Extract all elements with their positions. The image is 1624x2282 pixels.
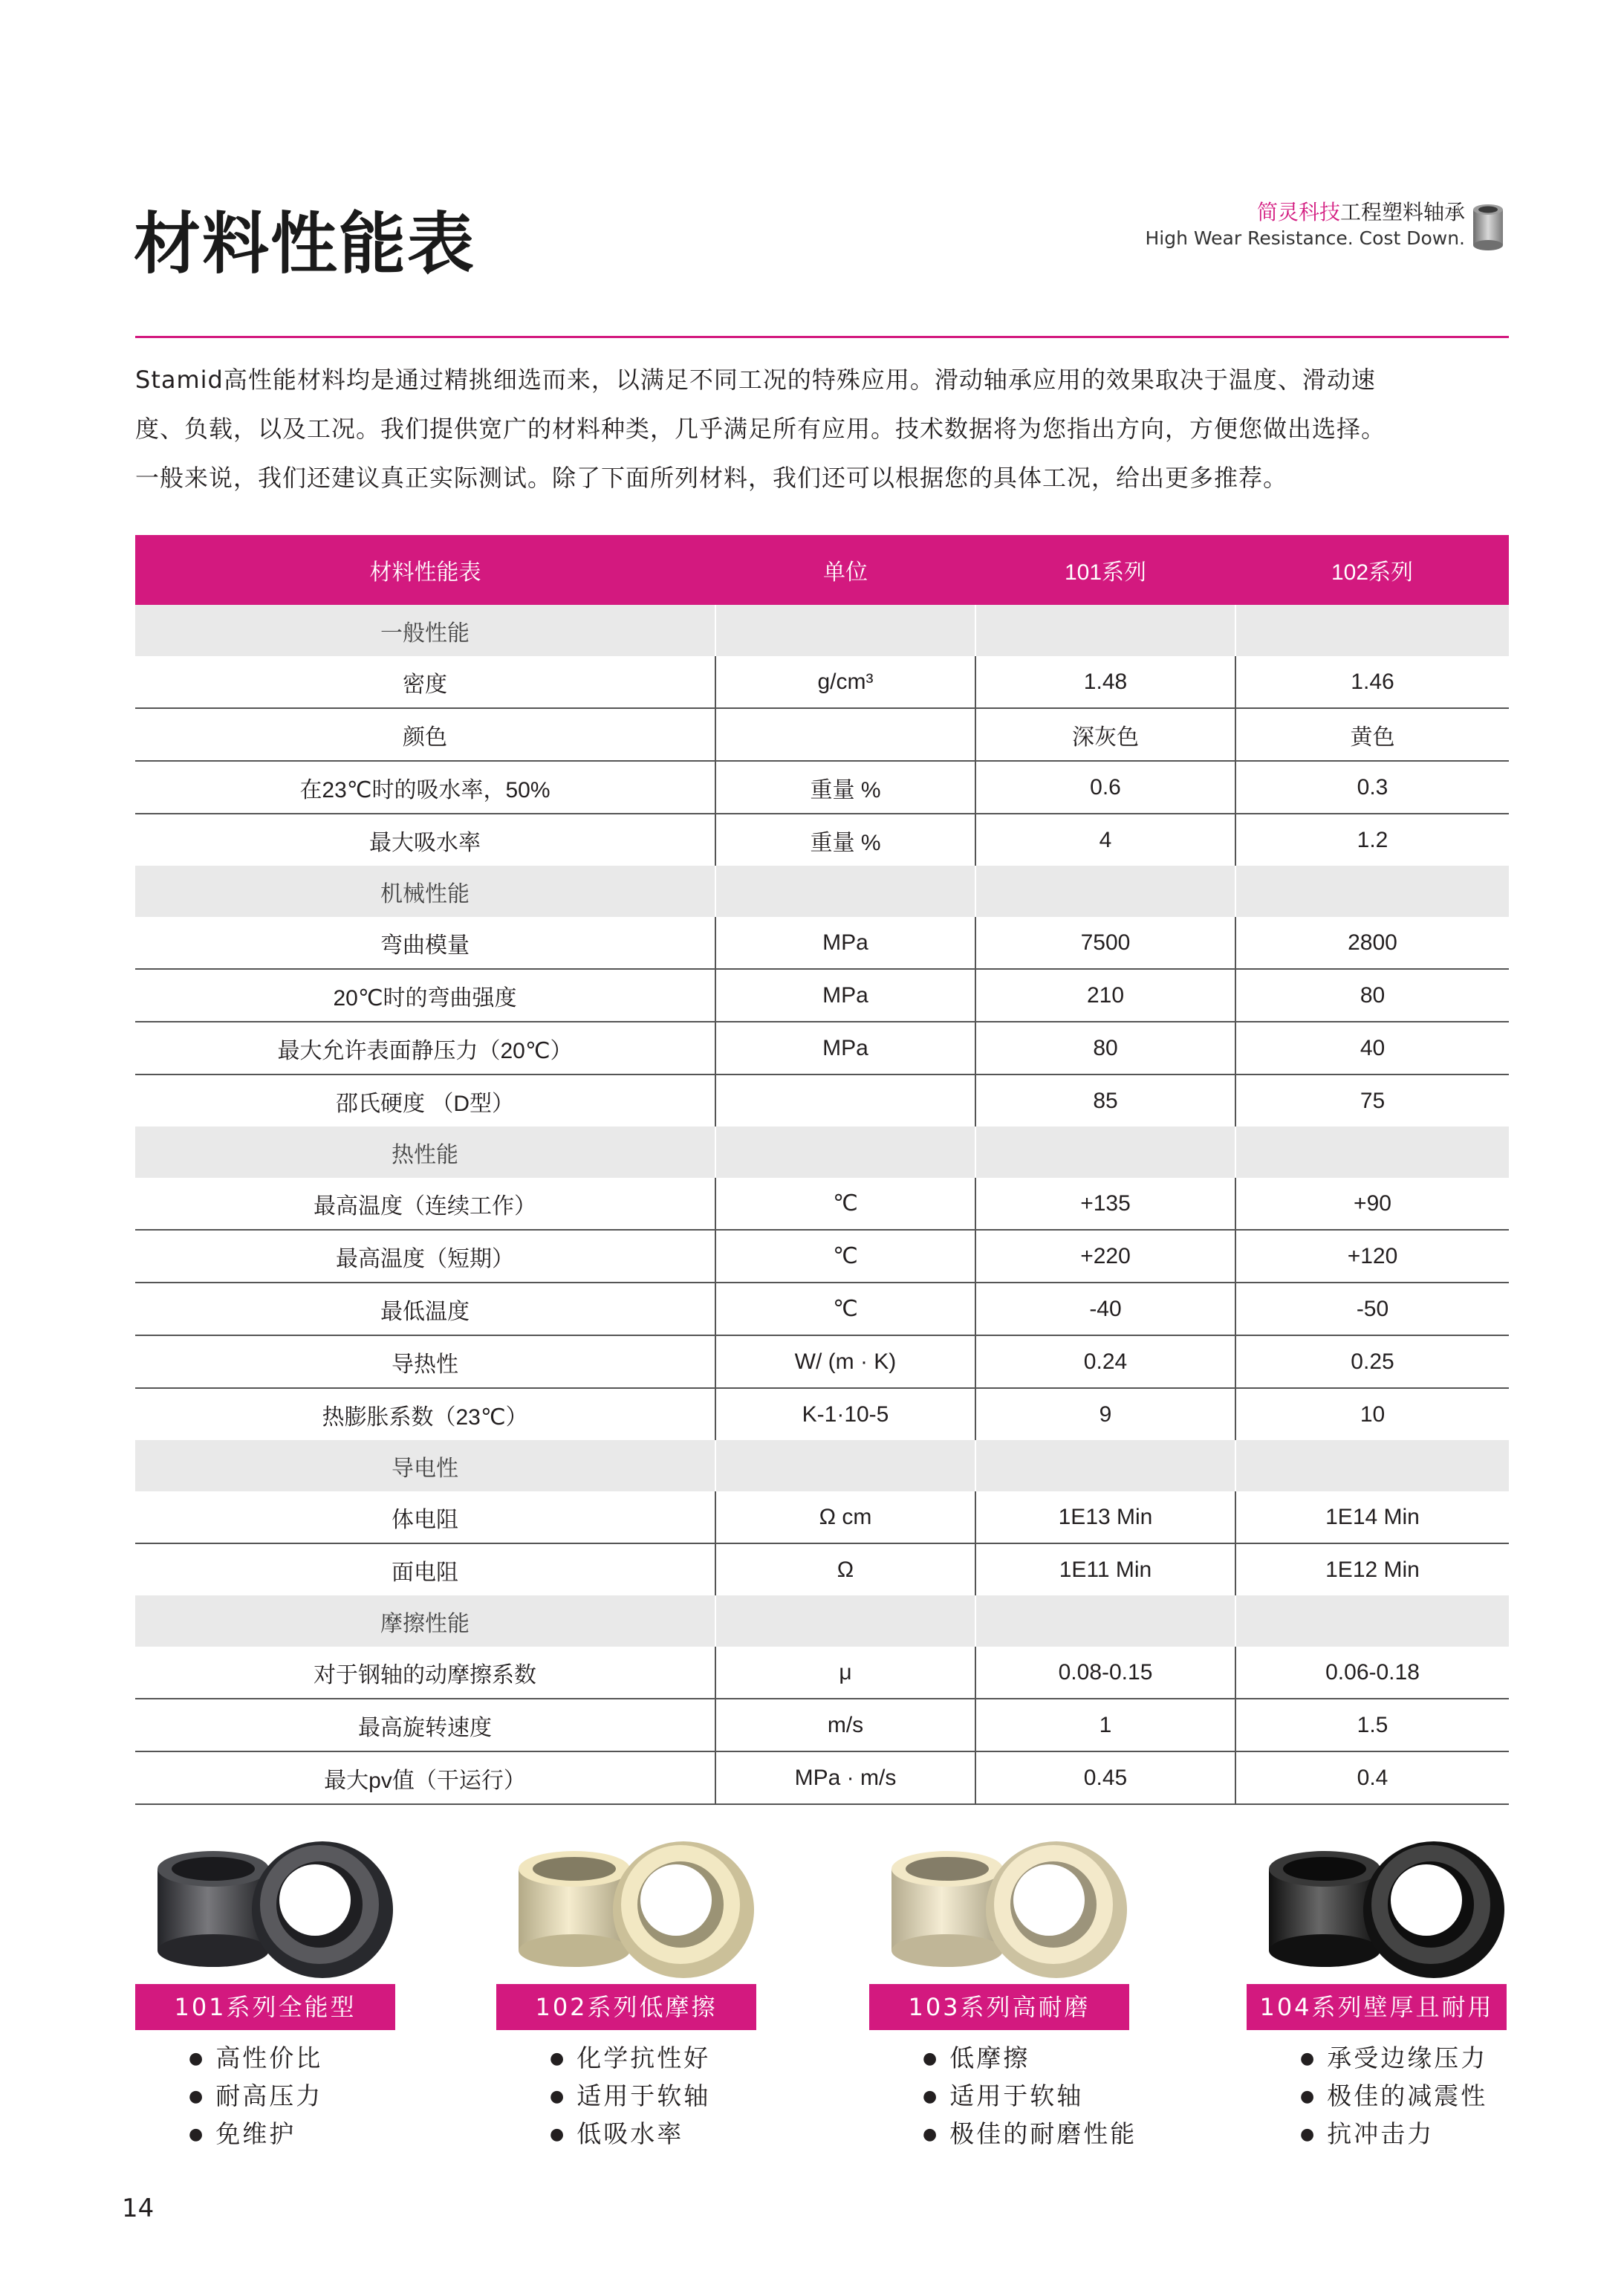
- unit-cell: ℃: [715, 1283, 975, 1335]
- table-row: [135, 1283, 1509, 1335]
- series-101-cell: [975, 866, 1235, 917]
- intro-line: 一般来说，我们还建议真正实际测试。除了下面所列材料，我们还可以根据您的具体工况，给出更多推荐。: [135, 464, 1288, 492]
- series-101-cell: 0.45: [975, 1751, 1235, 1804]
- series-101-cell: +135: [975, 1178, 1235, 1230]
- property-cell: 最大吸水率: [369, 830, 481, 855]
- series-102-cell: 0.3: [1235, 761, 1509, 814]
- property-cell: 弯曲模量: [135, 917, 715, 969]
- section-header-row: [135, 1440, 1509, 1491]
- property-cell: 最高温度（连续工作）: [135, 1178, 715, 1230]
- unit-cell: [715, 708, 975, 761]
- unit-cell: Ω cm: [715, 1491, 975, 1543]
- bearing-front-icon: [1363, 1841, 1504, 1978]
- property-cell: 密度: [135, 656, 715, 708]
- property-cell: 最高温度（短期）: [135, 1230, 715, 1283]
- series-101-cell: 0.08-0.15: [975, 1647, 1235, 1699]
- table-row: [135, 656, 1509, 708]
- series-101-cell: 80: [975, 1022, 1235, 1074]
- series-102-cell: 1.5: [1235, 1699, 1509, 1751]
- table-row: [135, 1335, 1509, 1388]
- series-102-cell: 0.25: [1235, 1335, 1509, 1388]
- series-101-cell: 7500: [975, 917, 1235, 969]
- series-101-cell: 0.24: [975, 1335, 1235, 1388]
- bearing-103-image: [871, 1817, 1131, 1988]
- unit-cell: MPa: [715, 917, 975, 969]
- property-cell: 体电阻: [135, 1491, 715, 1543]
- product-label: 103系列高耐磨: [869, 1984, 1129, 2030]
- brand-name: [1145, 199, 1465, 226]
- feature-item: ● 适用于软轴: [923, 2079, 1137, 2117]
- series-101-cell: 85: [975, 1074, 1235, 1127]
- table-row: [135, 1022, 1509, 1074]
- unit-cell: m/s: [715, 1699, 975, 1751]
- bearing-102-image: [498, 1817, 758, 1988]
- series-101-cell: +220: [975, 1230, 1235, 1283]
- series-102-cell: -50: [1235, 1283, 1509, 1335]
- property-cell: 最大pv值（干运行）: [135, 1751, 715, 1804]
- property-cell: 邵氏硬度 （D型）: [336, 1091, 514, 1116]
- intro-line: 度、负载，以及工况。我们提供宽广的材料种类，几乎满足所有应用。技术数据将为您指出方向，方便您做出选择。: [135, 415, 1386, 443]
- unit-cell: [715, 1595, 975, 1647]
- unit-cell: [715, 1440, 975, 1491]
- series-102-cell: 黄色: [1235, 708, 1509, 761]
- series-101-cell: 0.6: [975, 761, 1235, 814]
- feature-item: ● 化学抗性好: [550, 2041, 710, 2079]
- series-101-cell: 210: [975, 969, 1235, 1022]
- brand-block: [1145, 199, 1465, 251]
- series-101-cell: [975, 1440, 1235, 1491]
- unit-cell: ℃: [715, 1230, 975, 1283]
- property-cell: 颜色: [135, 708, 715, 761]
- feature-item: ● 低摩擦: [923, 2041, 1137, 2079]
- unit-cell: ℃: [715, 1178, 975, 1230]
- property-cell: 热膨胀系数（23℃）: [322, 1404, 528, 1430]
- brand-accent: 简灵科技: [1256, 200, 1340, 224]
- series-101-cell: [975, 1127, 1235, 1178]
- table-row: [135, 708, 1509, 761]
- header-series-102: 102系列: [1235, 535, 1509, 605]
- brand-slogan: High Wear Resistance. Cost Down.: [1145, 227, 1465, 249]
- intro-line: Stamid高性能材料均是通过精挑细选而来，以满足不同工况的特殊应用。滑动轴承应用的效果取决于温度、滑动速: [135, 366, 1376, 394]
- section-header-row: [135, 1127, 1509, 1178]
- unit-cell: Ω: [715, 1543, 975, 1595]
- series-101-cell: 1E11 Min: [975, 1543, 1235, 1595]
- property-cell: 机械性能: [135, 866, 715, 917]
- table-row: [135, 1074, 1509, 1127]
- series-102-cell: [1235, 605, 1509, 656]
- unit-cell: K-1·10-5: [715, 1388, 975, 1440]
- bearing-front-icon: [986, 1841, 1127, 1978]
- table-row: [135, 1543, 1509, 1595]
- table-row: [135, 1178, 1509, 1230]
- unit-cell: [715, 866, 975, 917]
- product-card-103: [871, 1817, 1137, 2148]
- table-row: [135, 1751, 1509, 1804]
- series-102-cell: 40: [1235, 1022, 1509, 1074]
- feature-item: ● 极佳的减震性: [1300, 2079, 1487, 2117]
- section-header-row: [135, 866, 1509, 917]
- unit-cell: MPa: [715, 1022, 975, 1074]
- unit-cell: W/ (m · K): [715, 1335, 975, 1388]
- series-102-cell: 0.4: [1235, 1751, 1509, 1804]
- table-header-row: [135, 535, 1509, 605]
- feature-item: ● 适用于软轴: [550, 2079, 710, 2117]
- property-cell: 最低温度: [135, 1283, 715, 1335]
- unit-cell: [715, 1127, 975, 1178]
- feature-item: ● 极佳的耐磨性能: [923, 2117, 1137, 2155]
- feature-item: ● 承受边缘压力: [1300, 2041, 1487, 2079]
- bearing-front-icon: [613, 1841, 754, 1978]
- series-101-cell: [975, 1595, 1235, 1647]
- intro-paragraph: [135, 355, 1509, 502]
- feature-list: [550, 2041, 710, 2155]
- product-label: 102系列低摩擦: [496, 1984, 756, 2030]
- header-series-101: 101系列: [975, 535, 1235, 605]
- bearing-logo-icon: [1471, 202, 1505, 251]
- bearing-front-icon: [252, 1841, 393, 1978]
- series-101-cell: 1: [975, 1699, 1235, 1751]
- series-102-cell: 10: [1235, 1388, 1509, 1440]
- property-cell: 热性能: [135, 1127, 715, 1178]
- header-unit: 单位: [715, 535, 975, 605]
- table-row: [135, 814, 1509, 866]
- series-102-cell: 75: [1235, 1074, 1509, 1127]
- product-label: 101系列全能型: [135, 1984, 395, 2030]
- series-102-cell: [1235, 1440, 1509, 1491]
- feature-item: ● 免维护: [189, 2117, 322, 2155]
- series-102-cell: +90: [1235, 1178, 1509, 1230]
- series-102-cell: [1235, 1127, 1509, 1178]
- series-101-cell: 1E13 Min: [975, 1491, 1235, 1543]
- table-row: [135, 969, 1509, 1022]
- feature-item: ● 抗冲击力: [1300, 2117, 1487, 2155]
- series-102-cell: 80: [1235, 969, 1509, 1022]
- series-102-cell: 2800: [1235, 917, 1509, 969]
- series-101-cell: 1.48: [975, 656, 1235, 708]
- material-properties-table: [135, 535, 1509, 1805]
- unit-cell: μ: [715, 1647, 975, 1699]
- property-cell: 导热性: [135, 1335, 715, 1388]
- series-101-cell: -40: [975, 1283, 1235, 1335]
- feature-list: [1300, 2041, 1487, 2155]
- series-102-cell: [1235, 1595, 1509, 1647]
- series-101-cell: 4: [975, 814, 1235, 866]
- series-101-cell: 深灰色: [975, 708, 1235, 761]
- feature-list: [923, 2041, 1137, 2155]
- series-102-cell: 1E12 Min: [1235, 1543, 1509, 1595]
- header-divider: [135, 336, 1509, 338]
- property-cell: 面电阻: [392, 1560, 458, 1585]
- unit-cell: MPa · m/s: [715, 1751, 975, 1804]
- table-row: [135, 1388, 1509, 1440]
- bearing-104-image: [1248, 1817, 1508, 1988]
- series-102-cell: 1.46: [1235, 656, 1509, 708]
- table-row: [135, 761, 1509, 814]
- property-cell: 最高旋转速度: [135, 1699, 715, 1751]
- series-102-cell: [1235, 866, 1509, 917]
- feature-list: [189, 2041, 322, 2155]
- series-102-cell: +120: [1235, 1230, 1509, 1283]
- property-cell: 一般性能: [135, 605, 715, 656]
- table-row: [135, 917, 1509, 969]
- unit-cell: 重量 %: [715, 814, 975, 866]
- product-label: 104系列壁厚且耐用: [1247, 1984, 1507, 2030]
- product-card-101: [137, 1817, 397, 2148]
- series-101-cell: 9: [975, 1388, 1235, 1440]
- series-101-cell: [975, 605, 1235, 656]
- page-number: 14: [122, 2194, 155, 2223]
- header-property: 材料性能表: [135, 535, 715, 605]
- unit-cell: g/cm³: [715, 656, 975, 708]
- table-row: [135, 1647, 1509, 1699]
- property-cell: 导电性: [135, 1440, 715, 1491]
- brand-rest: 工程塑料轴承: [1339, 200, 1465, 224]
- bearing-101-image: [137, 1817, 397, 1988]
- property-cell: 最大允许表面静压力（20℃）: [135, 1022, 715, 1074]
- series-102-cell: 1.2: [1235, 814, 1509, 866]
- table-row: [135, 1699, 1509, 1751]
- product-card-102: [498, 1817, 758, 2148]
- feature-item: ● 耐高压力: [189, 2079, 322, 2117]
- product-card-104: [1248, 1817, 1508, 2148]
- feature-item: ● 高性价比: [189, 2041, 322, 2079]
- series-102-cell: 1E14 Min: [1235, 1491, 1509, 1543]
- property-cell: 20℃时的弯曲强度: [135, 969, 715, 1022]
- unit-cell: [715, 1074, 975, 1127]
- section-header-row: [135, 605, 1509, 656]
- unit-cell: 重量 %: [715, 761, 975, 814]
- property-cell: 摩擦性能: [135, 1595, 715, 1647]
- feature-item: ● 低吸水率: [550, 2117, 710, 2155]
- page-title: 材料性能表: [134, 205, 475, 283]
- property-cell: 在23℃时的吸水率，50%: [135, 761, 715, 814]
- section-header-row: [135, 1595, 1509, 1647]
- table-row: [135, 1491, 1509, 1543]
- unit-cell: [715, 605, 975, 656]
- table-body: [135, 605, 1509, 1804]
- table-row: [135, 1230, 1509, 1283]
- unit-cell: MPa: [715, 969, 975, 1022]
- series-102-cell: 0.06-0.18: [1235, 1647, 1509, 1699]
- property-cell: 对于钢轴的动摩擦系数: [135, 1647, 715, 1699]
